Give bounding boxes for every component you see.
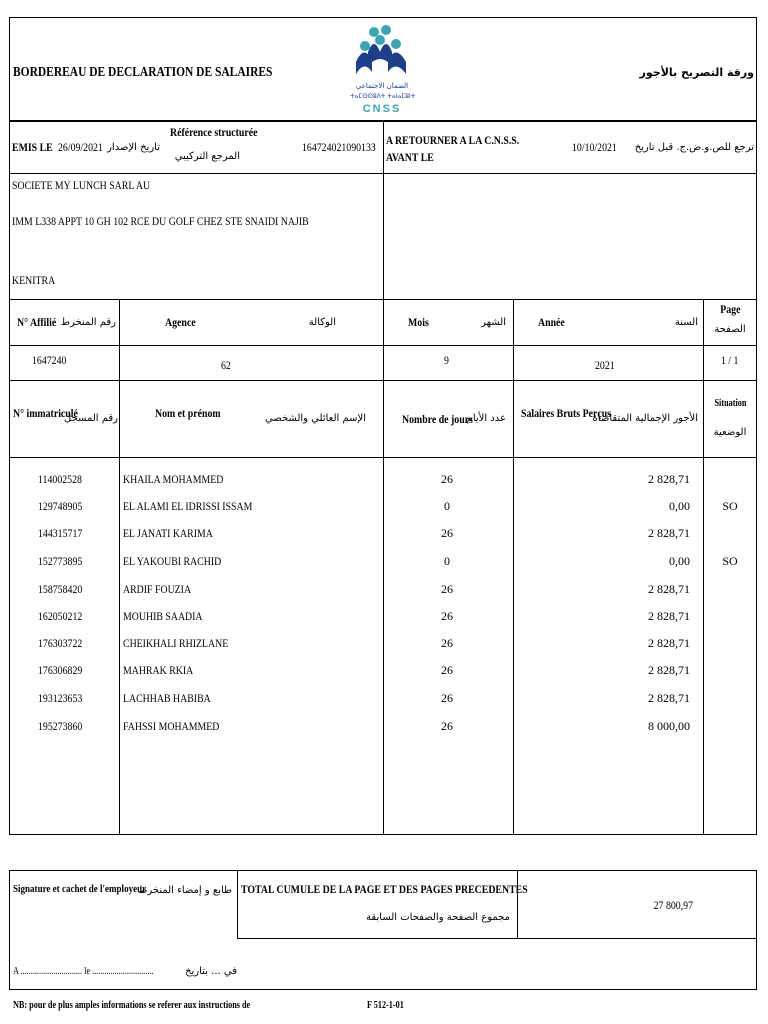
situation-header-fr: Situation	[714, 398, 746, 409]
return-label-ar: ترجع للص.و.ض.ج. قبل تاريخ	[634, 142, 754, 153]
situation-header-ar: الوضعية	[713, 427, 747, 438]
salaire-cell: 8 000,00	[648, 719, 690, 733]
annee-label-ar: السنة	[674, 317, 698, 328]
jours-cell: 26	[441, 472, 453, 486]
nom-cell: ARDIF FOUZIA	[123, 582, 192, 596]
footer-note: NB: pour de plus amples informations se referer aux instructions de	[13, 1000, 251, 1011]
immat-cell: 193123653	[38, 691, 83, 705]
logo-ar-text-1: الضمان الاجتماعي	[355, 82, 409, 90]
logo-ar-text-2: ⵜⴰⵎⵙⵙⵓⴷⵜ ⵜⴰⵏⴰⵎⵓⵏⵜ	[350, 93, 416, 100]
cnss-logo	[350, 22, 414, 120]
table-row	[10, 493, 742, 520]
company-box	[9, 173, 757, 300]
salaire-cell: 0,00	[669, 499, 690, 513]
signature-label-ar: طابع و إمضاء المنخرط	[138, 885, 232, 896]
emis-label-ar: تاريخ الإصدار	[107, 142, 160, 153]
immat-header-fr: N° immatriculé	[13, 406, 78, 420]
table-row	[10, 685, 742, 712]
agence-label-ar: الوكالة	[308, 317, 336, 328]
nom-header-fr: Nom et prénom	[155, 406, 221, 420]
immat-cell: 176306829	[38, 663, 83, 677]
cnss-logo-icon	[350, 22, 414, 84]
annee-value: 2021	[595, 358, 615, 372]
ref-label-fr: Référence structurée	[170, 125, 258, 139]
salaire-cell: 2 828,71	[648, 582, 690, 596]
jours-cell: 26	[441, 582, 453, 596]
signature-label-fr: Signature et cachet de l'employeur	[13, 883, 147, 895]
salaire-cell: 0,00	[669, 554, 690, 568]
total-box	[237, 870, 518, 939]
nom-cell: MAHRAK RKIA	[123, 663, 194, 677]
salaire-cell: 2 828,71	[648, 636, 690, 650]
situation-cell: SO	[722, 499, 738, 513]
immat-cell: 195273860	[38, 719, 83, 733]
table-row	[10, 603, 742, 630]
total-label-fr: TOTAL CUMULE DE LA PAGE ET DES PAGES PRECEDENTES	[241, 882, 528, 896]
company-city: KENITRA	[12, 273, 56, 287]
page-value: 1 / 1	[721, 353, 739, 367]
jours-cell: 0	[444, 499, 450, 513]
company-address: IMM L338 APPT 10 GH 102 RCE DU GOLF CHEZ STE SNAIDI NAJIB	[12, 214, 309, 228]
jours-header-fr: Nombre de jours	[402, 412, 473, 426]
divider	[119, 299, 120, 381]
affilie-label-ar: رقم المنخرط	[60, 317, 116, 328]
immat-cell: 176303722	[38, 636, 83, 650]
salaire-cell: 2 828,71	[648, 609, 690, 623]
return-date: 10/10/2021	[572, 140, 617, 154]
mois-label-fr: Mois	[408, 315, 429, 329]
jours-header-ar: عدد الأيام	[466, 413, 506, 424]
mois-label-ar: الشهر	[481, 317, 506, 328]
jours-cell: 26	[441, 609, 453, 623]
title-ar: ورقة التصريح بالأجور	[639, 66, 754, 79]
nom-cell: EL YAKOUBI RACHID	[123, 554, 222, 568]
immat-cell: 152773895	[38, 554, 83, 568]
title-fr: BORDEREAU DE DECLARATION DE SALAIRES	[13, 65, 273, 80]
table-row	[10, 576, 742, 603]
place-date-line: A .............................. le ..............................	[13, 966, 154, 977]
table-row	[10, 548, 742, 575]
emis-label: EMIS LE	[12, 140, 53, 154]
situation-cell: SO	[722, 554, 738, 568]
ref-value: 16472402109013З	[302, 140, 376, 154]
emis-date: 26/09/2021	[58, 140, 103, 154]
table-row	[10, 630, 742, 657]
nom-cell: LACHHAB HABIBA	[123, 691, 211, 705]
ref-label-ar: المرجع التركيبي	[174, 151, 240, 162]
total-value: 27 800,97	[653, 898, 693, 912]
return-label-fr-1: A RETOURNER A LA C.N.S.S.	[386, 133, 520, 147]
page-label-fr: Page	[719, 302, 741, 316]
affilie-label-fr: N° Affilié	[17, 315, 57, 329]
jours-cell: 26	[441, 691, 453, 705]
nom-cell: EL ALAMI EL IDRISSI ISSAM	[123, 499, 253, 513]
form-code: F 512-1-01	[367, 1000, 404, 1011]
immat-header-ar: رقم المسجل	[64, 413, 118, 424]
nom-cell: KHAILA MOHAMMED	[123, 472, 224, 486]
annee-label-fr: Année	[538, 315, 565, 329]
immat-cell: 129748905	[38, 499, 83, 513]
logo-name: CNSS	[362, 103, 402, 115]
jours-cell: 26	[441, 719, 453, 733]
salaires-header-fr: Salaires Bruts Perçus	[521, 406, 612, 420]
salaire-cell: 2 828,71	[648, 663, 690, 677]
jours-cell: 26	[441, 663, 453, 677]
nom-cell: MOUHIB SAADIA	[123, 609, 203, 623]
immat-cell: 158758420	[38, 582, 83, 596]
jours-cell: 26	[441, 636, 453, 650]
page-label-ar: الصفحة	[714, 324, 746, 335]
nom-cell: EL JANATI KARIMA	[123, 526, 213, 540]
agence-value: 62	[221, 358, 231, 372]
nom-header-ar: الإسم العائلي والشخصي	[264, 413, 366, 424]
salaire-cell: 2 828,71	[648, 472, 690, 486]
total-label-ar: مجموع الصفحة والصفحات السابقة	[366, 912, 510, 923]
table-row	[10, 713, 742, 740]
salaire-cell: 2 828,71	[648, 526, 690, 540]
agence-label-fr: Agence	[165, 315, 196, 329]
mois-value: 9	[444, 353, 449, 367]
salaires-header-ar: الأجور الإجمالية المتقاضاة	[592, 413, 698, 424]
table-row	[10, 466, 742, 493]
jours-cell: 0	[444, 554, 450, 568]
table-row	[10, 657, 742, 684]
divider	[383, 299, 384, 381]
nom-cell: FAHSSI MOHAMMED	[123, 719, 220, 733]
salaire-cell: 2 828,71	[648, 691, 690, 705]
nom-cell: CHEIKHALI RHIZLANE	[123, 636, 229, 650]
immat-cell: 114002528	[38, 472, 82, 486]
immat-cell: 144315717	[38, 526, 83, 540]
jours-cell: 26	[441, 526, 453, 540]
divider	[513, 299, 514, 381]
place-date-ar: في ... بتاريخ	[185, 966, 237, 977]
return-label-fr-2: AVANT LE	[386, 150, 434, 164]
affilie-value: 1647240	[32, 353, 67, 367]
company-name: SOCIETE MY LUNCH SARL AU	[12, 178, 151, 192]
immat-cell: 162050212	[38, 609, 83, 623]
table-row	[10, 520, 742, 547]
